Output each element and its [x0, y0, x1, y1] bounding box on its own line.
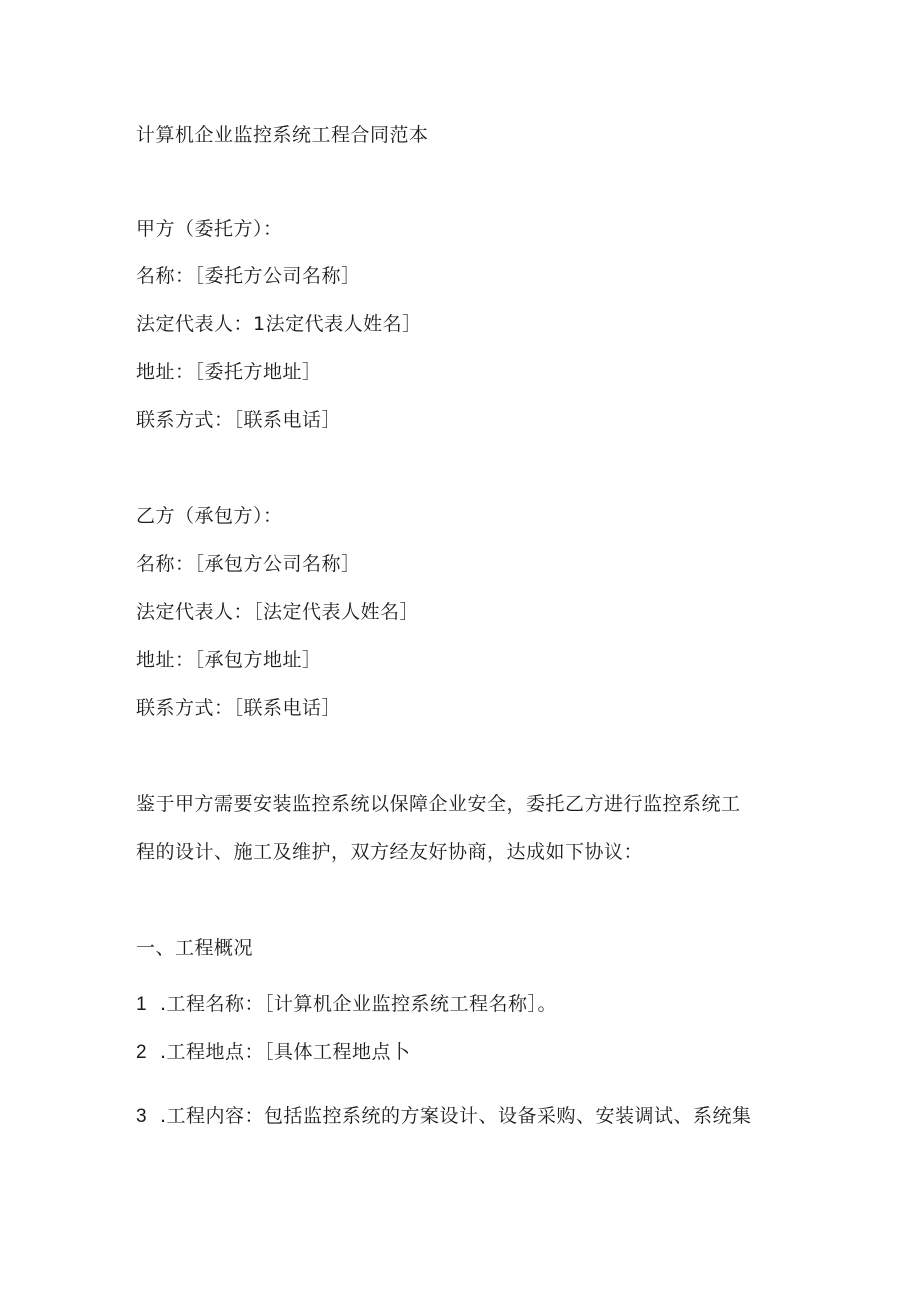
section-1-item — [136, 1039, 411, 1066]
item-text: .工程名称：［计算机企业监控系统工程名称］。 — [160, 993, 558, 1015]
party-b-name: 名称：［承包方公司名称］ — [136, 553, 361, 575]
party-b-representative: 法定代表人：［法定代表人姓名］ — [136, 601, 420, 623]
party-b-heading: 乙方（承包方）： — [136, 505, 283, 527]
item-text: .工程内容：包括监控系统的方案设计、设备采购、安装调试、系统集 — [160, 1105, 752, 1127]
document-title: 计算机企业监控系统工程合同范本 — [136, 124, 429, 146]
intro-paragraph-line-2: 程的设计、施工及维护，双方经友好协商，达成如下协议： — [136, 841, 644, 863]
item-number: 1 — [136, 994, 148, 1015]
item-text: .工程地点：［具体工程地点卜 — [160, 1041, 411, 1063]
party-a-contact: 联系方式：［联系电话］ — [136, 409, 342, 431]
party-b-contact: 联系方式：［联系电话］ — [136, 697, 342, 719]
party-a-name: 名称：［委托方公司名称］ — [136, 265, 361, 287]
item-number: 3 — [136, 1106, 148, 1127]
party-b-address: 地址：［承包方地址］ — [136, 649, 322, 671]
party-a-representative: 法定代表人：1法定代表人姓名］ — [136, 313, 422, 335]
item-number: 2 — [136, 1042, 148, 1063]
section-1-heading: 一、工程概况 — [136, 937, 254, 959]
intro-paragraph-line-1: 鉴于甲方需要安装监控系统以保障企业安全，委托乙方进行监控系统工 — [136, 793, 741, 815]
party-a-heading: 甲方（委托方）： — [136, 218, 283, 240]
party-a-address: 地址：［委托方地址］ — [136, 361, 322, 383]
section-1-item — [136, 991, 557, 1018]
section-1-item — [136, 1103, 752, 1130]
